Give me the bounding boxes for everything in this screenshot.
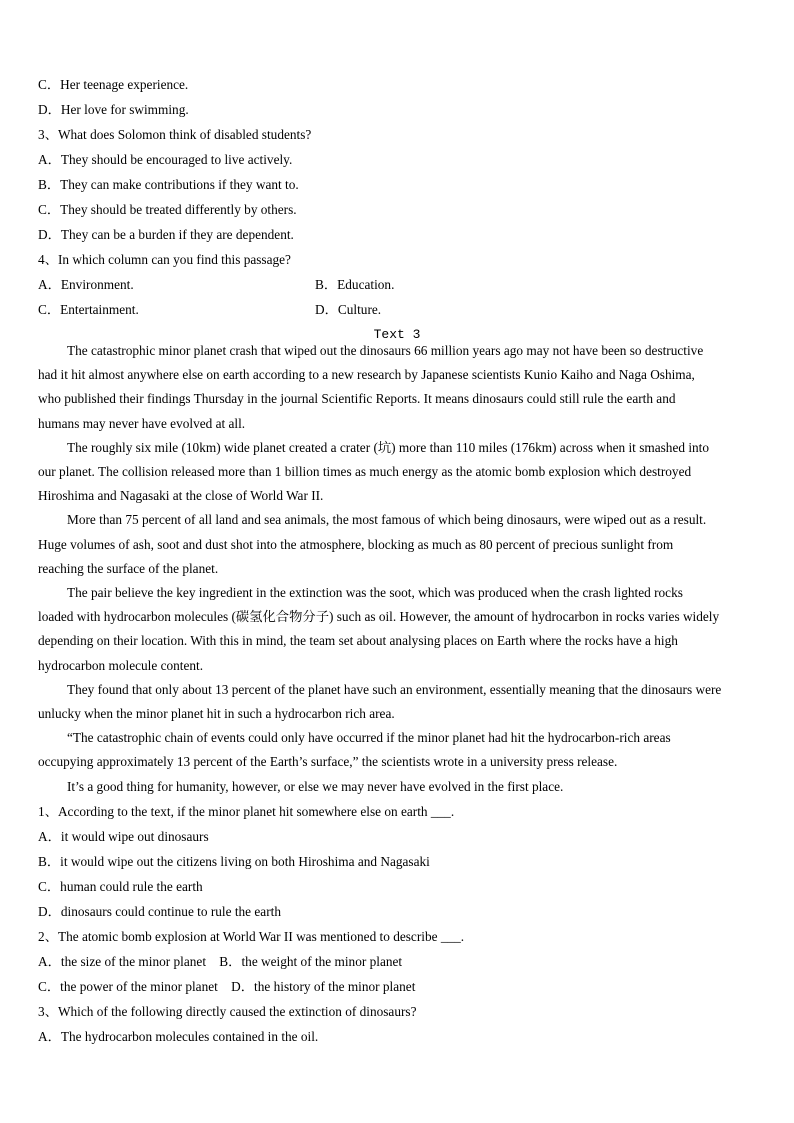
answer-option: D．Culture. <box>315 302 382 317</box>
question-line: C．human could rule the earth <box>38 879 203 894</box>
question-line: B．it would wipe out the citizens living on both Hiroshima and Nagasaki <box>38 854 430 869</box>
paragraph-line: humans may never have evolved at all. <box>38 415 246 431</box>
question-line: 3、What does Solomon think of disabled students? <box>38 127 312 142</box>
paragraph-line: More than 75 percent of all land and sea animals, the most famous of which being dinosaurs, were wiped out as a result. <box>67 512 707 528</box>
paragraph-line: our planet. The collision released more than 1 billion times as much energy as the atomic bomb explosion which destroyed <box>38 464 692 479</box>
question-line: C．They should be treated differently by others. <box>38 202 297 217</box>
question-line: A．the size of the minor planet B．the weight of the minor planet <box>38 954 403 969</box>
question-line: A．The hydrocarbon molecules contained in the oil. <box>38 1029 319 1044</box>
answer-option: C．Entertainment. <box>38 302 139 317</box>
paragraph-line: Huge volumes of ash, soot and dust shot into the atmosphere, blocking as much as 80 percent of precious sunlight from <box>38 536 674 552</box>
paragraph-line: It’s a good thing for humanity, however, or else we may never have evolved in the first place. <box>67 778 564 794</box>
question-line: A．They should be encouraged to live actively. <box>38 152 293 167</box>
paragraph-line: The roughly six mile (10km) wide planet created a crater (坑) more than 110 miles (176km) across when it smashed into <box>67 439 710 455</box>
paragraph-line: occupying approximately 13 percent of the Earth’s surface,” the scientists wrote in a university press release. <box>38 754 618 770</box>
question-line: 2、The atomic bomb explosion at World War II was mentioned to describe ___. <box>38 929 465 944</box>
section-title: Text 3 <box>373 327 421 342</box>
question-line: D．Her love for swimming. <box>38 102 189 117</box>
paragraph-line: reaching the surface of the planet. <box>38 560 219 576</box>
paragraph-line: The pair believe the key ingredient in the extinction was the soot, which was produced when the crash lighted rocks <box>67 585 683 600</box>
question-line: 1、According to the text, if the minor planet hit somewhere else on earth ___. <box>38 804 455 819</box>
paragraph-line: loaded with hydrocarbon molecules (碳氢化合物分子) such as oil. However, the amount of hydrocarbon in rocks varies widely <box>38 609 720 625</box>
question-line: D．They can be a burden if they are dependent. <box>38 227 294 242</box>
paragraph-line: who published their findings Thursday in the journal Scientific Reports. It means dinosaurs could still rule the earth and <box>38 391 676 407</box>
paragraph-line: “The catastrophic chain of events could only have occurred if the minor planet had hit the hydrocarbon-rich areas <box>67 730 671 746</box>
paragraph-line: Hiroshima and Nagasaki at the close of World War II. <box>38 488 324 504</box>
answer-option: A．Environment. <box>38 277 134 292</box>
paragraph-line: had it hit almost anywhere else on earth according to a new research by Japanese scientists Kunio Kaiho and Naga Oshima, <box>38 367 695 383</box>
answer-option: B．Education. <box>315 277 395 292</box>
paragraph-line: unlucky when the minor planet hit in such a hydrocarbon rich area. <box>38 706 395 721</box>
paragraph-line: hydrocarbon molecule content. <box>38 657 204 673</box>
paragraph-line: depending on their location. With this in mind, the team set about analysing places on Earth where the rocks have a high <box>38 633 678 649</box>
paragraph-line: They found that only about 13 percent of the planet have such an environment, essentially meaning that the dinosaurs were <box>67 681 722 697</box>
question-line: 4、In which column can you find this passage? <box>38 252 291 267</box>
question-line: C．the power of the minor planet D．the history of the minor planet <box>38 979 416 994</box>
question-line: 3、Which of the following directly caused the extinction of dinosaurs? <box>38 1004 417 1019</box>
question-line: B．They can make contributions if they want to. <box>38 177 299 192</box>
question-line: D．dinosaurs could continue to rule the earth <box>38 904 281 919</box>
paragraph-line: The catastrophic minor planet crash that wiped out the dinosaurs 66 million years ago may not have been so destructive <box>67 343 704 358</box>
question-line: A．it would wipe out dinosaurs <box>38 829 209 844</box>
question-line: C．Her teenage experience. <box>38 77 189 92</box>
